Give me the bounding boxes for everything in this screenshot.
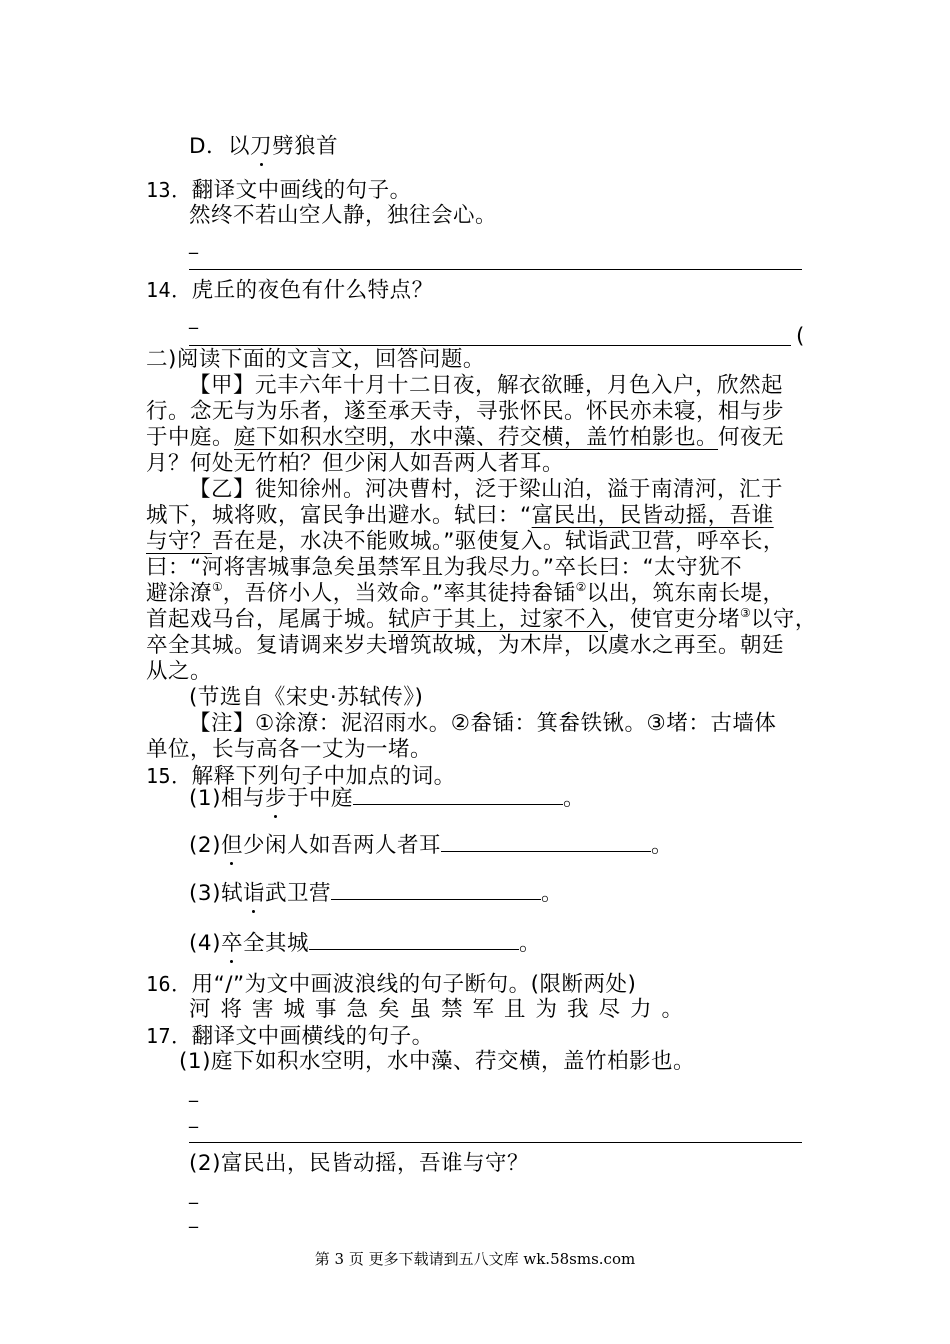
- notes-line: 单位，长与高各一丈为一堵。: [146, 737, 433, 762]
- q16-sentence: 河将害城事急矣虽禁军且为我尽力。: [189, 997, 694, 1022]
- question-prompt: 用“/”为文中画波浪线的句子断句。(限断两处): [191, 972, 637, 997]
- footnote-marker: ②: [575, 580, 587, 594]
- text-run: 首起戏马台，尾属于城。: [146, 607, 389, 632]
- answer-dash: _: [189, 1208, 198, 1229]
- passage-yi-line: 曰：“河将害城事急矣虽禁军且为我尽力。”卒长曰：“太守犹不: [146, 555, 743, 580]
- text-run: ，吾侪小人，当效命。”率其徒持畚锸: [222, 581, 576, 606]
- q15-item: [189, 877, 563, 908]
- answer-line[interactable]: [189, 1142, 802, 1143]
- passage-yi-line: [146, 502, 774, 530]
- question-prompt: 翻译文中画横线的句子。: [191, 1024, 434, 1049]
- answer-dash: _: [189, 1184, 198, 1205]
- q12-option-d: [189, 133, 338, 161]
- question-prompt: 翻译文中画线的句子。: [191, 178, 412, 203]
- item-text: 于中庭: [286, 786, 353, 811]
- option-d-label: D．以: [189, 134, 251, 159]
- q17-heading: [146, 1022, 434, 1051]
- underlined-sentence: 轼庐于其上，过家不入: [388, 607, 609, 632]
- passage-jia-line: 行。念无与为乐者，遂至承天寺，寻张怀民。怀民亦未寝，相与步: [146, 399, 785, 424]
- passage-yi-line: 【乙】徙知徐州。河决曹村，泛于梁山泊，溢于南清河，汇于: [189, 477, 784, 502]
- question-prompt: 解释下列句子中加点的词。: [191, 764, 456, 789]
- question-number: 14．: [146, 278, 192, 302]
- answer-blank[interactable]: [441, 829, 651, 852]
- answer-blank[interactable]: [353, 782, 563, 805]
- footnote-marker: ③: [740, 606, 751, 620]
- item-end: 。: [651, 833, 674, 858]
- question-number: 17．: [146, 1024, 192, 1048]
- item-end: 。: [563, 786, 586, 811]
- q15-item: [189, 927, 541, 958]
- q17-item: (2)富民出，民皆动摇，吾谁与守？: [189, 1151, 529, 1176]
- text-run: ，使官吏分堵: [608, 607, 741, 632]
- passage-jia-line: 月？何处无竹柏？但少闲人如吾两人者耳。: [146, 451, 565, 476]
- dotted-word: 诣: [242, 881, 265, 906]
- item-text: (3)轼: [189, 881, 243, 906]
- passage-jia-line: 【甲】元丰六年十月十二日夜，解衣欲睡，月色入户，欣然起: [189, 373, 784, 398]
- passage-jia-line: [146, 424, 784, 452]
- item-text: 武卫营: [264, 881, 331, 906]
- notes-line: 【注】①涂潦：泥沼雨水。②畚锸：箕畚铁锹。③堵：古墙体: [189, 711, 777, 736]
- answer-dash: _: [189, 234, 198, 255]
- item-text: 全其城: [242, 931, 309, 956]
- option-d-rest: 劈狼首: [272, 134, 339, 159]
- answer-dash: _: [189, 1082, 198, 1103]
- dotted-word: 但: [220, 833, 243, 858]
- dotted-word: 刀: [250, 134, 273, 159]
- text-run: 以守，: [750, 607, 817, 632]
- text-run: 何夜无: [718, 425, 785, 450]
- underlined-sentence: 与守？: [146, 529, 213, 554]
- q14-heading: [146, 276, 434, 305]
- passage-source: (节选自《宋史·苏轼传》): [189, 685, 424, 710]
- text-run: 吾在是，水决不能败城。”驱使复入。轼诣武卫营，呼卒长，: [212, 529, 785, 554]
- dotted-word: 卒: [220, 931, 243, 956]
- text-run: 城下，城将败，富民争出避水。轼曰：“: [146, 503, 532, 528]
- underlined-sentence: 庭下如积水空明，水中藻、荇交横，盖竹柏影也。: [234, 425, 719, 450]
- passage-yi-line: [146, 528, 785, 556]
- item-text: (1)相与: [189, 786, 265, 811]
- dotted-word: 步: [264, 786, 287, 811]
- question-number: 15．: [146, 764, 192, 788]
- answer-dash: _: [189, 1108, 198, 1129]
- text-run: 于中庭。: [146, 425, 235, 450]
- q16-heading: [146, 970, 636, 999]
- answer-dash: _: [189, 309, 198, 330]
- open-paren: (: [796, 324, 805, 349]
- answer-line[interactable]: [189, 269, 802, 270]
- item-text: (4): [189, 931, 221, 956]
- answer-blank[interactable]: [331, 877, 541, 900]
- q17-item: (1)庭下如积水空明，水中藻、荇交横，盖竹柏影也。: [179, 1049, 695, 1074]
- passage-yi-line: 卒全其城。复请调来岁夫增筑故城，为木岸，以虞水之再至。朝廷: [146, 633, 785, 658]
- item-text: (2): [189, 833, 221, 858]
- passage-yi-line: 从之。: [146, 659, 213, 684]
- item-end: 。: [541, 881, 564, 906]
- section-heading: 二)阅读下面的文言文，回答问题。: [146, 347, 485, 372]
- underlined-sentence: 富民出，民皆动摇，吾谁: [531, 503, 774, 528]
- answer-blank[interactable]: [309, 927, 519, 950]
- text-run: 避涂潦: [146, 581, 213, 606]
- question-number: 16．: [146, 972, 192, 996]
- item-text: 少闲人如吾两人者耳: [242, 833, 441, 858]
- q13-sentence: 然终不若山空人静，独往会心。: [189, 203, 498, 228]
- q15-item: [189, 829, 673, 860]
- question-prompt: 虎丘的夜色有什么特点？: [191, 278, 434, 303]
- text-run: 以出，筑东南长堤，: [586, 581, 785, 606]
- question-number: 13．: [146, 178, 192, 202]
- footnote-marker: ①: [212, 580, 223, 594]
- item-end: 。: [519, 931, 542, 956]
- q15-item: [189, 782, 585, 813]
- page-footer: 第 3 页 更多下载请到五八文库 wk.58sms.com: [314, 1250, 636, 1268]
- q13-heading: [146, 176, 412, 205]
